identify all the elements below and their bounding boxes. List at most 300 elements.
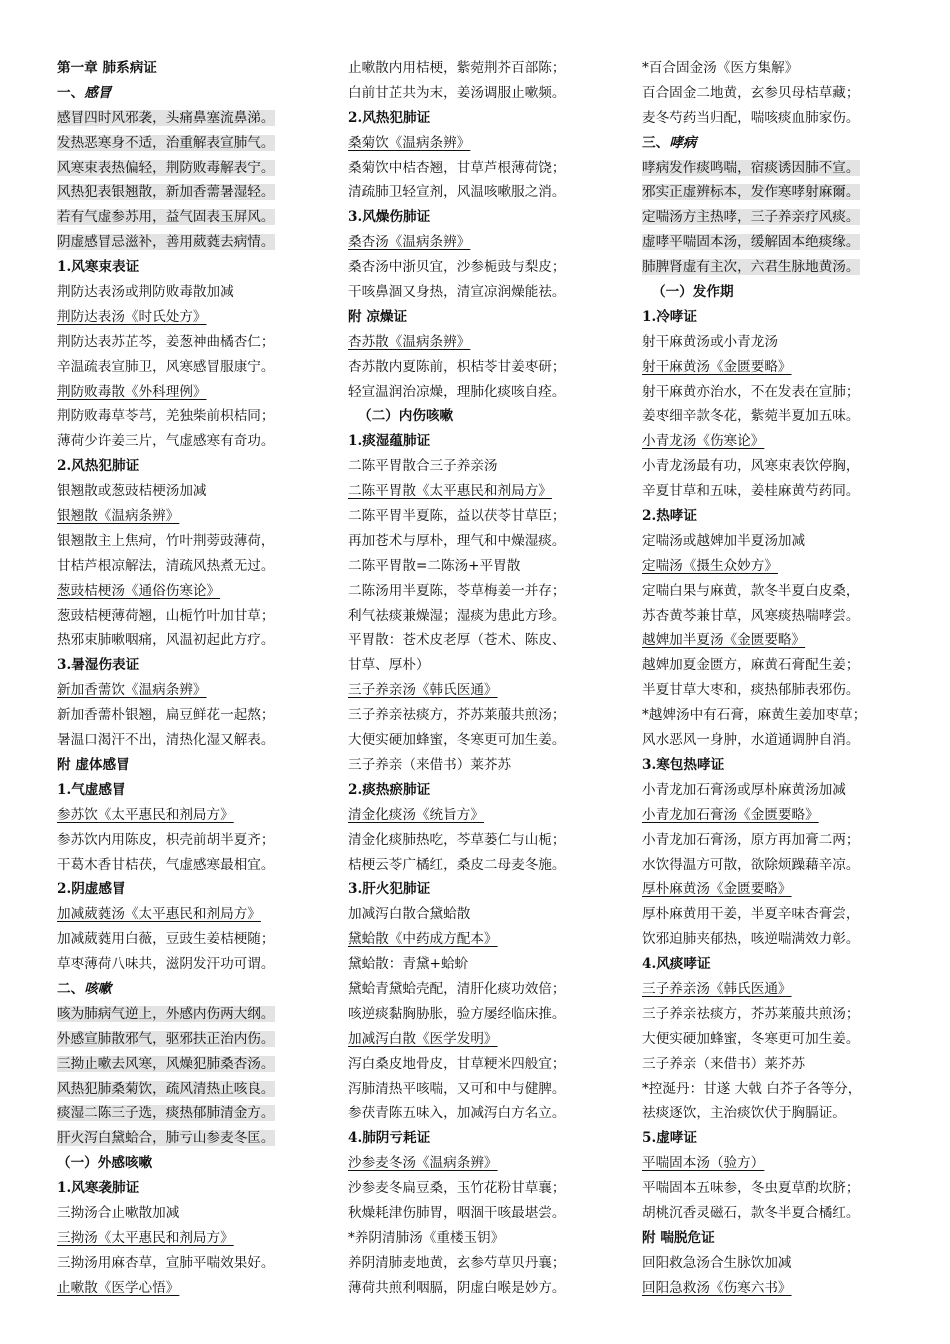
line-text: 甘草、厚朴） [348, 657, 430, 674]
text-line [57, 703, 335, 728]
text-line [642, 1201, 937, 1226]
text-line [642, 529, 937, 554]
section-heading [642, 280, 937, 305]
line-text: 附 凉燥证 [348, 308, 408, 325]
line-text: 虚哮平喘固本汤，缓解固本绝痰缘。 [642, 234, 860, 251]
line-text: 参苏饮《太平惠民和剂局方》 [57, 806, 234, 823]
line-text: 白前甘芷共为末，姜汤调服止嗽频。 [348, 84, 566, 101]
line-text: 秋燥耗津伤肺胃，咽涸干咳最堪尝。 [348, 1204, 566, 1221]
section-heading [642, 753, 937, 778]
formula-title [348, 479, 638, 504]
text-line [57, 604, 335, 629]
line-text: 二陈平胃散=二陈汤+平胃散 [348, 557, 521, 574]
section-heading [642, 131, 937, 156]
text-line [348, 703, 638, 728]
text-line [57, 429, 335, 454]
line-text: 止嗽散内用桔梗，紫菀荆芥百部陈； [348, 60, 566, 76]
text-line [348, 1077, 638, 1102]
section-heading [348, 429, 638, 454]
line-text: 干咳鼻涸又身热，清宣凉润燥能祛。 [348, 284, 566, 301]
text-line [642, 106, 937, 131]
section-heading [348, 305, 638, 330]
line-text: 咳逆痰黏胸胁胀，验方屡经临床推。 [348, 1005, 566, 1022]
line-text: 薄荷少许姜三片，气虚感寒有奇功。 [57, 433, 275, 450]
line-text: 厚朴麻黄汤《金匮要略》 [642, 881, 792, 898]
line-text: 定喘汤《摄生众妙方》 [642, 557, 778, 574]
line-text: 二陈平胃散合三子养亲汤 [348, 458, 498, 475]
highlighted-verse [57, 1027, 335, 1052]
line-text: 风寒束表热偏轻，荆防败毒解表宁。 [57, 159, 275, 176]
formula-title [57, 579, 335, 604]
line-text: 二、 [57, 980, 85, 997]
highlighted-verse [57, 205, 335, 230]
line-text: 3.风燥伤肺证 [348, 209, 431, 226]
line-text: 平喘固本汤（验方） [642, 1155, 765, 1172]
text-line [57, 280, 335, 305]
section-heading [348, 778, 638, 803]
line-text: 胡桃沉香灵磁石，款冬半夏合橘红。 [642, 1204, 860, 1221]
line-text: 辛温疏表宣肺卫，风寒感冒服康宁。 [57, 358, 275, 375]
line-text: 风热犯肺桑菊饮，疏风清热止咳良。 [57, 1080, 275, 1097]
line-text: 三拗汤合止嗽散加减 [57, 1204, 180, 1221]
section-heading [57, 653, 335, 678]
line-text: 风热犯表银翘散，新加香薷暑湿轻。 [57, 184, 275, 201]
line-text: 养阴清肺麦地黄，玄参芍草贝丹襄； [348, 1254, 566, 1271]
section-heading [348, 877, 638, 902]
line-text: 银翘散或葱豉桔梗汤加减 [57, 483, 207, 500]
text-line [348, 554, 638, 579]
line-text: 射干麻黄亦治水，不在发表在宣肺； [642, 383, 860, 400]
line-text: 三拗汤《太平惠民和剂局方》 [57, 1229, 234, 1246]
line-text: 小青龙加石膏汤《金匮要略》 [642, 806, 819, 823]
text-line [57, 927, 335, 952]
formula-title [348, 131, 638, 156]
line-text: 荆防败毒散《外科理例》 [57, 383, 207, 400]
text-line [348, 753, 638, 778]
line-text: 大便实硬加蜂蜜，冬寒更可加生姜。 [642, 1030, 860, 1047]
line-text: 加减葳蕤汤《太平惠民和剂局方》 [57, 906, 261, 923]
line-text: 1.气虚感冒 [57, 781, 126, 798]
text-line [348, 1101, 638, 1126]
line-text: 1.冷哮证 [642, 308, 697, 325]
text-line [348, 628, 638, 653]
line-text: 三拗汤用麻杏草，宣肺平喘效果好。 [57, 1254, 275, 1271]
text-line [348, 529, 638, 554]
text-line [57, 628, 335, 653]
text-line [57, 330, 335, 355]
text-line [642, 454, 937, 479]
line-text: 银翘散主上焦疴，竹叶荆蒡豉薄荷， [57, 532, 275, 549]
line-text: 泻肺清热平咳喘，又可和中与健脾。 [348, 1080, 566, 1097]
line-text: 桑菊饮中桔杏翘，甘草芦根薄荷饶； [348, 159, 566, 176]
formula-title [57, 380, 335, 405]
line-text: 加减葳蕤用白薇，豆豉生姜桔梗随； [57, 931, 275, 948]
formula-title [57, 803, 335, 828]
line-text: 4.风痰哮证 [642, 956, 711, 973]
section-heading [642, 1226, 937, 1251]
text-line [348, 728, 638, 753]
formula-title [642, 1276, 937, 1301]
formula-title [348, 230, 638, 255]
text-line [642, 653, 937, 678]
line-text: 小青龙汤《伤寒论》 [642, 433, 765, 450]
text-line [348, 180, 638, 205]
text-line [348, 653, 638, 678]
line-text: 干葛木香甘桔茯，气虚感寒最相宜。 [57, 856, 275, 873]
highlighted-verse [642, 180, 937, 205]
highlighted-verse [57, 1101, 335, 1126]
text-line [348, 902, 638, 927]
text-line [642, 330, 937, 355]
line-text: 1.风寒束表证 [57, 259, 140, 276]
line-text: 荆防达表汤或荆防败毒散加减 [57, 284, 234, 301]
line-text: 痰湿二陈三子选，痰热郁肺清金方。 [57, 1105, 275, 1122]
section-heading [348, 404, 638, 429]
text-line [642, 1101, 937, 1126]
line-text: 阴虚感冒忌滋补，善用葳蕤去病情。 [57, 234, 275, 251]
text-line [57, 952, 335, 977]
line-text: 大便实硬加蜂蜜，冬寒更可加生姜。 [348, 732, 566, 749]
text-line [348, 604, 638, 629]
line-text: 新加香薷朴银翘，扁豆鲜花一起熬； [57, 707, 275, 724]
line-text: 草枣薄荷八味共，滋阴发汗功可谓。 [57, 956, 275, 973]
line-text: 桑杏汤《温病条辨》 [348, 234, 471, 251]
line-text: 三子养亲（来借书）莱芥苏 [642, 1055, 806, 1072]
line-text: 沙参麦冬扁豆桑，玉竹花粉甘草襄； [348, 1180, 566, 1197]
line-text: 一、 [57, 84, 85, 101]
formula-title [348, 803, 638, 828]
text-line [642, 728, 937, 753]
section-heading [57, 255, 335, 280]
line-text: 三子养亲祛痰方，芥苏莱菔共煎汤； [642, 1005, 860, 1022]
highlighted-verse [57, 230, 335, 255]
line-text: 杏苏散内夏陈前，枳桔苓甘姜枣研； [348, 358, 566, 375]
text-line [348, 952, 638, 977]
text-line [57, 828, 335, 853]
line-text: 定喘白果与麻黄，款冬半夏白皮桑， [642, 582, 860, 599]
line-text: 苏杏黄芩兼甘草，风寒痰热喘哮尝。 [642, 607, 860, 624]
line-text: 沙参麦冬汤《温病条辨》 [348, 1155, 498, 1172]
section-heading [642, 1126, 937, 1151]
text-line [642, 380, 937, 405]
text-line [642, 579, 937, 604]
section-heading [642, 504, 937, 529]
line-text: 饮邪迫肺夹郁热，咳逆喘满效力彰。 [642, 931, 860, 948]
line-text: 姜枣细辛款冬花，紫菀半夏加五味。 [642, 408, 860, 425]
line-text: 外感宣肺散邪气，驱邪扶正治内伤。 [57, 1030, 275, 1047]
line-text: 回阳急救汤《伤寒六书》 [642, 1279, 792, 1296]
line-text: 附 喘脱危证 [642, 1229, 715, 1246]
line-text: 黛蛤青黛蛤壳配，清肝化痰功效倍； [348, 980, 566, 997]
line-text: 甘桔芦根凉解法，清疏风热煮无过。 [57, 557, 275, 574]
highlighted-verse [57, 156, 335, 181]
section-heading [57, 977, 335, 1002]
line-text: 清金化痰肺热吃，芩草蒌仁与山栀； [348, 831, 566, 848]
line-text: 桑菊饮《温病条辨》 [348, 134, 471, 151]
text-line [57, 529, 335, 554]
line-text: 感冒四时风邪袭，头痛鼻塞流鼻涕。 [57, 109, 275, 126]
line-text: 葱豉桔梗薄荷翘，山栀竹叶加甘草； [57, 607, 275, 624]
line-text: 风水恶风一身肿，水道通调肿自消。 [642, 732, 860, 749]
line-text: 清金化痰汤《统旨方》 [348, 806, 484, 823]
highlighted-verse [57, 106, 335, 131]
text-line [348, 280, 638, 305]
text-line [642, 902, 937, 927]
line-text: 2.热哮证 [642, 508, 697, 525]
section-heading [57, 1151, 335, 1176]
formula-title [642, 554, 937, 579]
highlighted-verse [642, 230, 937, 255]
line-text: 射干麻黄汤或小青龙汤 [642, 333, 778, 350]
text-line [348, 255, 638, 280]
text-line [642, 1251, 937, 1276]
highlighted-verse [57, 1052, 335, 1077]
text-line [348, 1002, 638, 1027]
line-text: 三拗止嗽去风寒，风燥犯肺桑杏汤。 [57, 1055, 275, 1072]
line-text: 轻宣温润治凉燥，理肺化痰咳自痊。 [348, 383, 566, 400]
formula-title [57, 504, 335, 529]
line-text: 2.风热犯肺证 [348, 109, 431, 126]
line-text: 小青龙加石膏汤，原方再加膏二两； [642, 831, 860, 848]
line-text: 厚朴麻黄用干姜，半夏辛味杏膏尝， [642, 906, 860, 923]
line-text: 平喘固本五味参，冬虫夏草酌坎脐； [642, 1180, 860, 1197]
line-text: 小青龙加石膏汤或厚朴麻黄汤加减 [642, 781, 846, 798]
line-text: 二陈平胃散《太平惠民和剂局方》 [348, 483, 552, 500]
column-left [57, 56, 335, 1301]
line-text: 新加香薷饮《温病条辨》 [57, 682, 207, 699]
text-line [642, 828, 937, 853]
line-text: 参茯青陈五味入，加减泻白方名立。 [348, 1105, 566, 1122]
formula-title [57, 1276, 335, 1301]
text-line [642, 927, 937, 952]
line-text: 祛痰逐饮，主治痰饮伏于胸膈证。 [642, 1105, 846, 1122]
line-text: 银翘散《温病条辨》 [57, 508, 180, 525]
line-text: 咳为肺病气逆上，外感内伤两大纲。 [57, 1005, 275, 1022]
formula-title [642, 628, 937, 653]
text-line [642, 1027, 937, 1052]
formula-title [642, 877, 937, 902]
text-line [348, 355, 638, 380]
line-text: 桔梗云苓广橘红，桑皮二母麦冬施。 [348, 856, 566, 873]
line-text: 3.寒包热哮证 [642, 756, 725, 773]
text-line [57, 728, 335, 753]
text-line [57, 479, 335, 504]
line-text: *百合固金汤《医方集解》 [642, 60, 799, 76]
text-line [348, 454, 638, 479]
line-text: 哮病发作痰鸣喘，宿痰诱因肺不宣。 [642, 159, 860, 176]
formula-title [642, 1151, 937, 1176]
formula-title [348, 1027, 638, 1052]
line-text: 泻白桑皮地骨皮，甘草粳米四般宜； [348, 1055, 566, 1072]
line-text: 三、 [642, 134, 670, 151]
text-line [642, 1176, 937, 1201]
highlighted-verse [57, 1002, 335, 1027]
line-text: 荆防败毒草苓芎，羌独柴前枳桔同； [57, 408, 275, 425]
line-text: 定喘汤方主热哮，三子养亲疗风痰。 [642, 209, 860, 226]
text-line [642, 479, 937, 504]
section-heading [642, 305, 937, 330]
text-line [57, 355, 335, 380]
formula-title [348, 927, 638, 952]
text-line [642, 404, 937, 429]
line-text: 参苏饮内用陈皮，枳壳前胡半夏齐； [57, 831, 275, 848]
line-text: 邪实正虚辨标本，发作寒哮射麻爾。 [642, 184, 860, 201]
highlighted-verse [642, 205, 937, 230]
line-text: 第一章 肺系病证 [57, 60, 157, 76]
line-text: 3.肝火犯肺证 [348, 881, 431, 898]
line-text: 再加苍术与厚朴，理气和中燥湿痰。 [348, 532, 566, 549]
line-text: 热邪束肺嗽咽痛，风温初起此方疗。 [57, 632, 275, 649]
highlighted-verse [642, 255, 937, 280]
text-line [348, 853, 638, 878]
text-line [348, 828, 638, 853]
text-line [642, 56, 937, 81]
heading-italic-text: 咳嗽 [84, 980, 112, 997]
line-text: 杏苏散《温病条辨》 [348, 333, 471, 350]
section-heading [57, 454, 335, 479]
text-line [348, 81, 638, 106]
highlighted-verse [57, 131, 335, 156]
text-line [348, 504, 638, 529]
section-heading [57, 81, 335, 106]
formula-title [642, 429, 937, 454]
formula-title [57, 678, 335, 703]
line-text: 麦冬芍药当归配，喘咳痰血肺家伤。 [642, 109, 860, 126]
text-line [642, 1077, 937, 1102]
text-line [642, 778, 937, 803]
line-text: 3.暑湿伤表证 [57, 657, 140, 674]
text-line [348, 1251, 638, 1276]
line-text: 葱豉桔梗汤《通俗伤寒论》 [57, 582, 221, 599]
line-text: 附 虚体感冒 [57, 756, 130, 773]
line-text: 三子养亲（来借书）莱芥苏 [348, 756, 512, 773]
line-text: 百合固金二地黄，玄参贝母桔草藏； [642, 84, 860, 101]
line-text: 1.风寒袭肺证 [57, 1180, 140, 1197]
line-text: 辛夏甘草和五味，姜桂麻黄芍药同。 [642, 483, 860, 500]
text-line [642, 604, 937, 629]
line-text: 止嗽散《医学心悟》 [57, 1279, 180, 1296]
formula-title [348, 330, 638, 355]
line-text: 4.肺阴亏耗证 [348, 1130, 431, 1147]
line-text: （一）发作期 [652, 284, 734, 301]
line-text: （一）外感咳嗽 [57, 1155, 153, 1172]
line-text: 利气祛痰兼燥湿；湿痰为患此方珍。 [348, 607, 566, 624]
highlighted-verse [57, 180, 335, 205]
line-text: 黛蛤散《中药成方配本》 [348, 931, 498, 948]
text-line [642, 1052, 937, 1077]
line-text: 半夏甘草大枣和，痰热郁肺表邪伤。 [642, 682, 860, 699]
text-line [348, 1176, 638, 1201]
line-text: *控涎丹：甘遂 大戟 白芥子各等分， [642, 1080, 862, 1097]
text-line [642, 81, 937, 106]
text-line [642, 703, 937, 728]
text-line [348, 1052, 638, 1077]
heading-italic-text: 感冒 [84, 84, 112, 101]
line-text: *越婢汤中有石膏，麻黄生姜加枣草； [642, 707, 867, 724]
text-line [642, 1002, 937, 1027]
text-line [642, 853, 937, 878]
line-text: 肺脾肾虚有主次，六君生脉地黄汤。 [642, 259, 860, 276]
line-text: 水饮得温方可散，欲除烦躁藉辛凉。 [642, 856, 860, 873]
highlighted-verse [57, 1077, 335, 1102]
text-line [642, 678, 937, 703]
section-heading [642, 952, 937, 977]
formula-title [642, 977, 937, 1002]
formula-title [57, 902, 335, 927]
line-text: 加减泻白散合黛蛤散 [348, 906, 471, 923]
line-text: 若有气虚参苏用，益气固表玉屏风。 [57, 209, 275, 226]
heading-italic-text: 哮病 [669, 134, 697, 151]
highlighted-verse [642, 156, 937, 181]
section-heading [57, 753, 335, 778]
text-line [348, 977, 638, 1002]
line-text: 小青龙汤最有功，风寒束表饮停胸， [642, 458, 860, 475]
text-line [57, 554, 335, 579]
line-text: 回阳救急汤合生脉饮加减 [642, 1254, 792, 1271]
section-heading [348, 205, 638, 230]
highlighted-verse [57, 1126, 335, 1151]
text-line [57, 1201, 335, 1226]
section-heading [57, 778, 335, 803]
line-text: 定喘汤或越婢加半夏汤加减 [642, 532, 806, 549]
section-heading [57, 1176, 335, 1201]
formula-title [348, 1151, 638, 1176]
formula-title [642, 355, 937, 380]
line-text: 黛蛤散：青黛+蛤蚧 [348, 956, 469, 973]
formula-title [348, 678, 638, 703]
line-text: 暑温口渴汗不出，清热化湿又解表。 [57, 732, 275, 749]
line-text: 肝火泻白黛蛤合，肺亏山参麦冬匡。 [57, 1130, 275, 1147]
line-text: 荆防达表苏芷芩，姜葱神曲橘杏仁； [57, 333, 275, 350]
column-middle [348, 56, 638, 1301]
line-text: 越婢加半夏汤《金匮要略》 [642, 632, 806, 649]
line-text: 三子养亲汤《韩氏医通》 [348, 682, 498, 699]
text-line [348, 1276, 638, 1301]
section-heading [57, 877, 335, 902]
text-line [348, 56, 638, 81]
line-text: 桑杏汤中浙贝宜，沙参栀豉与梨皮； [348, 259, 566, 276]
line-text: 5.虚哮证 [642, 1130, 697, 1147]
text-line [57, 853, 335, 878]
line-text: 加减泻白散《医学发明》 [348, 1030, 498, 1047]
formula-title [57, 305, 335, 330]
line-text: 三子养亲汤《韩氏医通》 [642, 980, 792, 997]
line-text: *养阴清肺汤《重楼玉钥》 [348, 1229, 505, 1246]
section-heading [348, 106, 638, 131]
line-text: 越婢加夏金匮方，麻黄石膏配生姜； [642, 657, 860, 674]
text-line [348, 156, 638, 181]
line-text: 发热恶寒身不适，治重解表宣肺气。 [57, 134, 275, 151]
formula-title [642, 803, 937, 828]
text-line [57, 404, 335, 429]
line-text: 清疏肺卫轻宣剂，风温咳嗽服之消。 [348, 184, 566, 201]
line-text: 2.阴虚感冒 [57, 881, 126, 898]
text-line [348, 1226, 638, 1251]
section-heading [348, 1126, 638, 1151]
text-line [348, 579, 638, 604]
text-line [57, 1251, 335, 1276]
line-text: 薄荷共煎利咽膈，阴虚白喉是妙方。 [348, 1279, 566, 1296]
line-text: 2.痰热瘀肺证 [348, 781, 431, 798]
line-text: （二）内伤咳嗽 [358, 408, 454, 425]
section-heading [57, 56, 335, 81]
line-text: 三子养亲祛痰方，芥苏莱菔共煎汤； [348, 707, 566, 724]
line-text: 1.痰湿蕴肺证 [348, 433, 431, 450]
text-line [348, 1201, 638, 1226]
line-text: 荆防达表汤《时氏处方》 [57, 308, 207, 325]
formula-title [57, 1226, 335, 1251]
line-text: 2.风热犯肺证 [57, 458, 140, 475]
